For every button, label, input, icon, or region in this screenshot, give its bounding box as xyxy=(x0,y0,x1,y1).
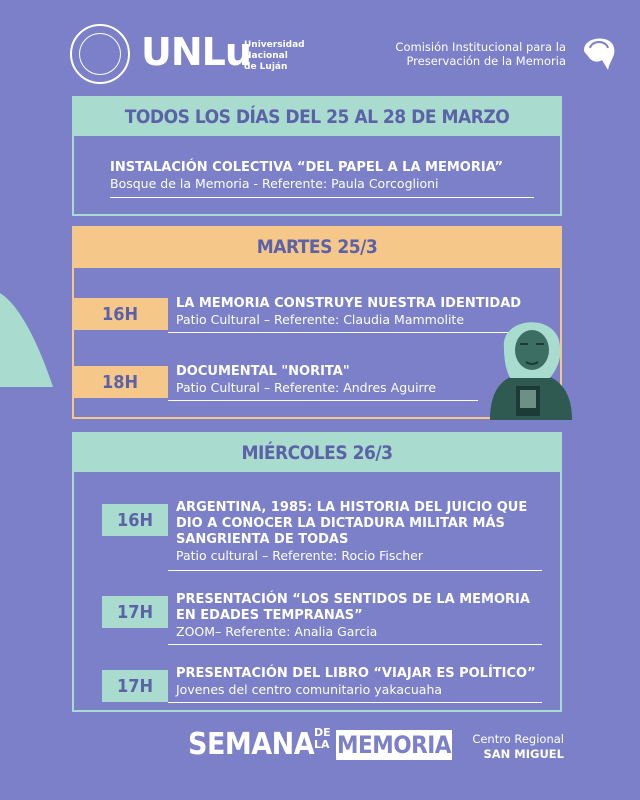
event-item xyxy=(176,296,521,328)
event-title: LA MEMORIA CONSTRUYE NUESTRA IDENTIDAD xyxy=(176,296,522,311)
event-detail: Patio cultural – Referente: Rocio Fischer xyxy=(176,548,423,563)
event-item xyxy=(176,666,536,698)
event-time: 16H xyxy=(102,504,168,536)
event-title: DOCUMENTAL "NORITA" xyxy=(176,364,350,379)
event-title-line: DIO A CONOCER LA DICTADURA MILITAR MÁS xyxy=(176,516,505,531)
headscarf-icon xyxy=(580,30,618,72)
woman-portrait-illustration xyxy=(476,298,584,420)
event-time: 16H xyxy=(72,298,168,330)
section-all-days xyxy=(72,96,562,216)
section-heading: MIÉRCOLES 26/3 xyxy=(74,434,560,472)
footer-de-la: DE LA xyxy=(314,726,331,751)
unlu-logo-subtitle: Universidad Nacional de Luján xyxy=(244,40,305,72)
divider xyxy=(110,197,534,198)
divider xyxy=(168,644,542,645)
divider xyxy=(168,702,542,703)
event-detail: ZOOM– Referente: Analia Garcia xyxy=(176,624,378,639)
event-title: INSTALACIÓN COLECTIVA “DEL PAPEL A LA MEMORIA” xyxy=(110,160,504,175)
event-item xyxy=(176,592,530,640)
event-title-line: ARGENTINA, 1985: LA HISTORIA DEL JUICIO QUE xyxy=(176,500,528,515)
footer-memoria: MEMORIA xyxy=(337,731,451,759)
divider xyxy=(168,400,478,401)
section-heading: TODOS LOS DÍAS DEL 25 AL 28 DE MARZO xyxy=(74,98,560,136)
event-item xyxy=(176,500,527,564)
footer-semana: SEMANA xyxy=(188,727,315,762)
event-detail: Jovenes del centro comunitario yakacuaha xyxy=(176,682,443,697)
event-detail: Patio Cultural – Referente: Claudia Mammolite xyxy=(176,312,465,327)
section-miercoles xyxy=(72,432,562,712)
decorative-left-shape xyxy=(0,282,58,392)
footer-centro-regional: Centro Regional SAN MIGUEL xyxy=(472,732,564,761)
unlu-logo-word: UNLu xyxy=(141,30,251,74)
university-seal-icon xyxy=(70,24,130,84)
divider xyxy=(168,570,542,571)
event-title: PRESENTACIÓN DEL LIBRO “VIAJAR ES POLÍTICO” xyxy=(176,666,536,681)
event-time: 17H xyxy=(102,596,168,628)
section-heading: MARTES 25/3 xyxy=(74,228,560,266)
event-detail: Bosque de la Memoria - Referente: Paula Corcoglioni xyxy=(110,176,439,191)
comision-title: Comisión Institucional para la Preservación de la Memoria xyxy=(395,40,566,68)
event-detail: Patio Cultural – Referente: Andres Aguirre xyxy=(176,380,437,395)
event-time: 17H xyxy=(102,670,168,702)
event-title-line: PRESENTACIÓN “LOS SENTIDOS DE LA MEMORIA xyxy=(176,592,530,607)
event-item xyxy=(176,364,436,396)
event-time: 18H xyxy=(72,366,168,398)
event-title-line: EN EDADES TEMPRANAS” xyxy=(176,608,363,623)
event-title-line: SANGRIENTA DE TODAS xyxy=(176,532,349,547)
event-item xyxy=(110,160,503,192)
